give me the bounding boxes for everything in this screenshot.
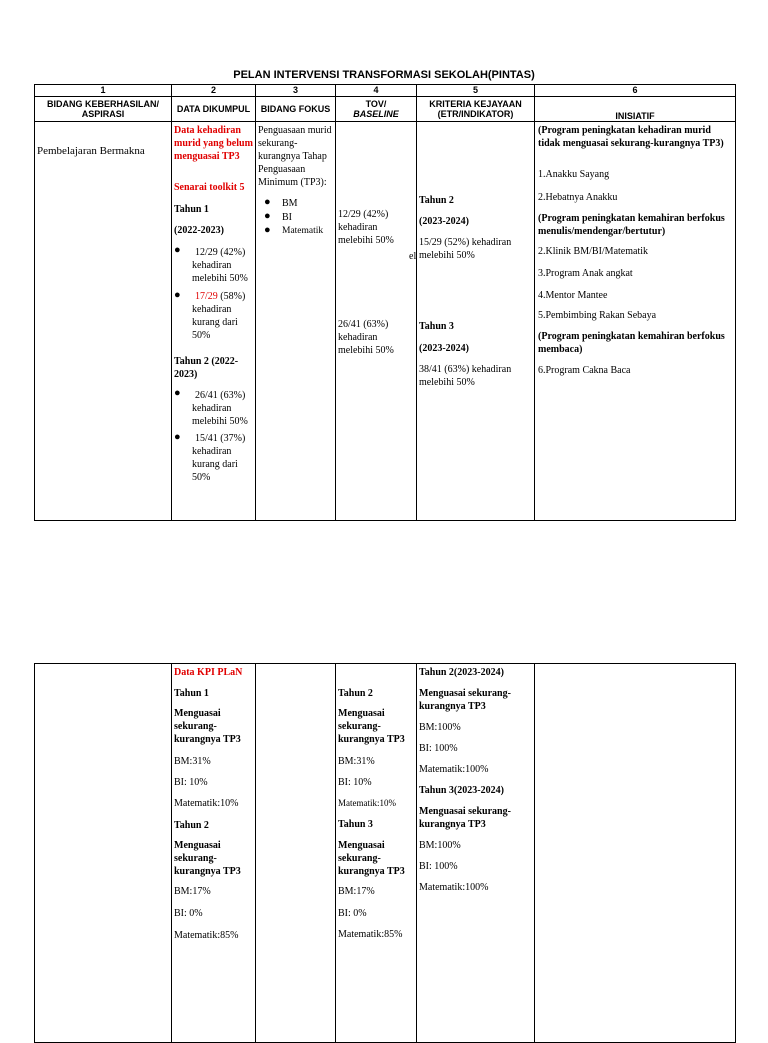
k-tahun2-label: Tahun 2 — [419, 195, 454, 206]
header-data-dikumpul: DATA DIKUMPUL — [172, 97, 256, 122]
inisiatif-item: 4.Mentor Mantee — [538, 290, 608, 301]
bullet-icon: ● — [264, 196, 271, 208]
toolkit-label: Senarai toolkit 5 — [174, 182, 245, 193]
bullet-icon: ● — [264, 224, 271, 236]
inisiatif-item: 6.Program Cakna Baca — [538, 365, 631, 376]
inisiatif-item: 2.Klinik BM/BI/Matematik — [538, 246, 648, 257]
tov-b: 26/41 (63%) kehadiran melebihi 50% — [338, 319, 394, 356]
cell-kriteria — [409, 122, 535, 521]
header-baseline: BASELINE — [353, 109, 399, 119]
fokus-text: Penguasaan murid sekurang-kurangnya Tahap Penguasaan Minimum (TP3): — [258, 125, 332, 188]
kk-matematik: Matematik:100% — [419, 882, 489, 893]
k-tahun3-text: 38/41 (63%) kehadiran melebihi 50% — [419, 364, 512, 388]
col-number: 4 — [336, 85, 417, 97]
tov-bm: BM:17% — [338, 886, 375, 897]
cell-inisiatif — [535, 122, 736, 521]
tahun2-label: Tahun 2 (2022-2023) — [174, 356, 239, 380]
tov-tahun2: Tahun 2 — [338, 688, 373, 699]
kk-bm: BM:100% — [419, 722, 461, 733]
fokus-item-bi: BI — [282, 212, 292, 223]
body-row — [35, 664, 736, 1043]
kk-tahun2: Tahun 2(2023-2024) — [419, 667, 504, 678]
t2-bullet-1: 26/41 (63%) kehadiran melebihi 50% — [192, 390, 248, 427]
cell-bidang-fokus — [256, 122, 336, 521]
cell-tov — [336, 122, 417, 521]
t1-bullet-1: 12/29 (42%) kehadiran melebihi 50% — [192, 247, 248, 284]
col-number: 2 — [172, 85, 256, 97]
header-kriteria-kejayaan: KRITERIA KEJAYAAN (ETR/INDIKATOR) — [417, 97, 535, 122]
cell-empty — [35, 664, 172, 1043]
pintas-table-2 — [34, 663, 735, 1043]
data-kpi-heading: Data KPI PLaN — [174, 667, 243, 678]
bullet-icon: ● — [174, 289, 181, 301]
k-tahun3-year: (2023-2024) — [419, 343, 469, 354]
tov-tahun3: Tahun 3 — [338, 819, 373, 830]
kpi-menguasai: Menguasai sekurang-kurangnya TP3 — [174, 708, 241, 745]
inisiatif-item: 3.Program Anak angkat — [538, 268, 633, 279]
aspirasi-text: Pembelajaran Bermakna — [37, 145, 145, 157]
program-kemahiran-menulis: (Program peningkatan kemahiran berfokus menulis/mendengar/bertutur) — [538, 213, 725, 237]
pintas-table-1 — [34, 84, 735, 521]
k-stray-text: el — [409, 251, 417, 262]
cell-kriteria-kpi — [417, 664, 535, 1043]
kk-bi: BI: 100% — [419, 861, 458, 872]
column-number-row — [35, 85, 736, 97]
kpi-bi: BI: 10% — [174, 777, 208, 788]
kk-bi: BI: 100% — [419, 743, 458, 754]
header-tov-baseline — [336, 97, 417, 122]
cell-empty — [535, 664, 736, 1043]
kpi-bm: BM:31% — [174, 756, 211, 767]
tov-menguasai: Menguasai sekurang-kurangnya TP3 — [338, 708, 405, 745]
header-bidang-fokus: BIDANG FOKUS — [256, 97, 336, 122]
tahun1-label: Tahun 1 — [174, 204, 209, 215]
t1-bullet-2-text: (58%) kehadiran kurang dari 50% — [192, 291, 246, 341]
header-inisiatif: INISIATIF — [535, 97, 736, 122]
fokus-item-matematik: Matematik — [282, 226, 324, 236]
fokus-item-bm: BM — [282, 198, 298, 209]
inisiatif-item: 5.Pembimbing Rakan Sebaya — [538, 310, 657, 321]
kpi-menguasai: Menguasai sekurang-kurangnya TP3 — [174, 840, 241, 877]
col-number: 1 — [35, 85, 172, 97]
kk-tahun3: Tahun 3(2023-2024) — [419, 785, 504, 796]
col-number: 5 — [417, 85, 535, 97]
kpi-bi: BI: 0% — [174, 908, 203, 919]
bullet-icon: ● — [174, 431, 181, 443]
kk-bm: BM:100% — [419, 840, 461, 851]
program-kemahiran-membaca: (Program peningkatan kemahiran berfokus membaca) — [538, 331, 725, 355]
kk-menguasai: Menguasai sekurang-kurangnya TP3 — [419, 806, 511, 830]
kpi-matematik: Matematik:10% — [174, 798, 239, 809]
k-tahun2-text: 15/29 (52%) kehadiran melebihi 50% — [419, 237, 512, 261]
tov-bi: BI: 10% — [338, 777, 372, 788]
bullet-icon: ● — [264, 210, 271, 222]
document-title: PELAN INTERVENSI TRANSFORMASI SEKOLAH(PINTAS) — [233, 69, 535, 81]
t1-bullet-2 — [192, 290, 256, 342]
k-tahun3-label: Tahun 3 — [419, 321, 454, 332]
cell-aspirasi — [35, 122, 172, 521]
tov-a: 12/29 (42%) kehadiran melebihi 50% — [338, 209, 394, 246]
tov-matematik: Matematik:10% — [338, 798, 396, 808]
inisiatif-item: 1.Anakku Sayang — [538, 169, 610, 180]
col-number: 3 — [256, 85, 336, 97]
kpi-tahun1: Tahun 1 — [174, 688, 209, 699]
t1-bullet-2-red: 17/29 — [195, 291, 218, 302]
kk-menguasai: Menguasai sekurang-kurangnya TP3 — [419, 688, 511, 712]
col-number: 6 — [535, 85, 736, 97]
header-row — [35, 97, 736, 122]
tov-matematik: Matematik:85% — [338, 929, 403, 940]
body-row — [35, 122, 736, 521]
bullet-icon: ● — [174, 387, 181, 399]
cell-data-dikumpul — [172, 122, 256, 521]
data-kehadiran-heading: Data kehadiran murid yang belum menguasai TP3 — [174, 125, 253, 162]
tov-menguasai: Menguasai sekurang-kurangnya TP3 — [338, 840, 405, 877]
kpi-tahun2: Tahun 2 — [174, 820, 209, 831]
cell-data-kpi — [172, 664, 256, 1043]
bullet-icon: ● — [174, 244, 181, 256]
kpi-matematik: Matematik:85% — [174, 930, 239, 941]
cell-empty — [256, 664, 336, 1043]
tov-bm: BM:31% — [338, 756, 375, 767]
tahun1-year: (2022-2023) — [174, 225, 224, 236]
header-tov: TOV/ — [365, 99, 387, 109]
cell-tov-kpi — [336, 664, 417, 1043]
k-tahun2-year: (2023-2024) — [419, 216, 469, 227]
header-bidang-keberhasilan: BIDANG KEBERHASILAN/ ASPIRASI — [35, 97, 172, 122]
kk-matematik: Matematik:100% — [419, 764, 489, 775]
inisiatif-item: 2.Hebatnya Anakku — [538, 192, 618, 203]
tov-bi: BI: 0% — [338, 908, 367, 919]
t2-bullet-2: 15/41 (37%) kehadiran kurang dari 50% — [192, 433, 246, 483]
kpi-bm: BM:17% — [174, 886, 211, 897]
program-kehadiran: (Program peningkatan kehadiran murid tidak menguasai sekurang-kurangnya TP3) — [538, 125, 724, 149]
